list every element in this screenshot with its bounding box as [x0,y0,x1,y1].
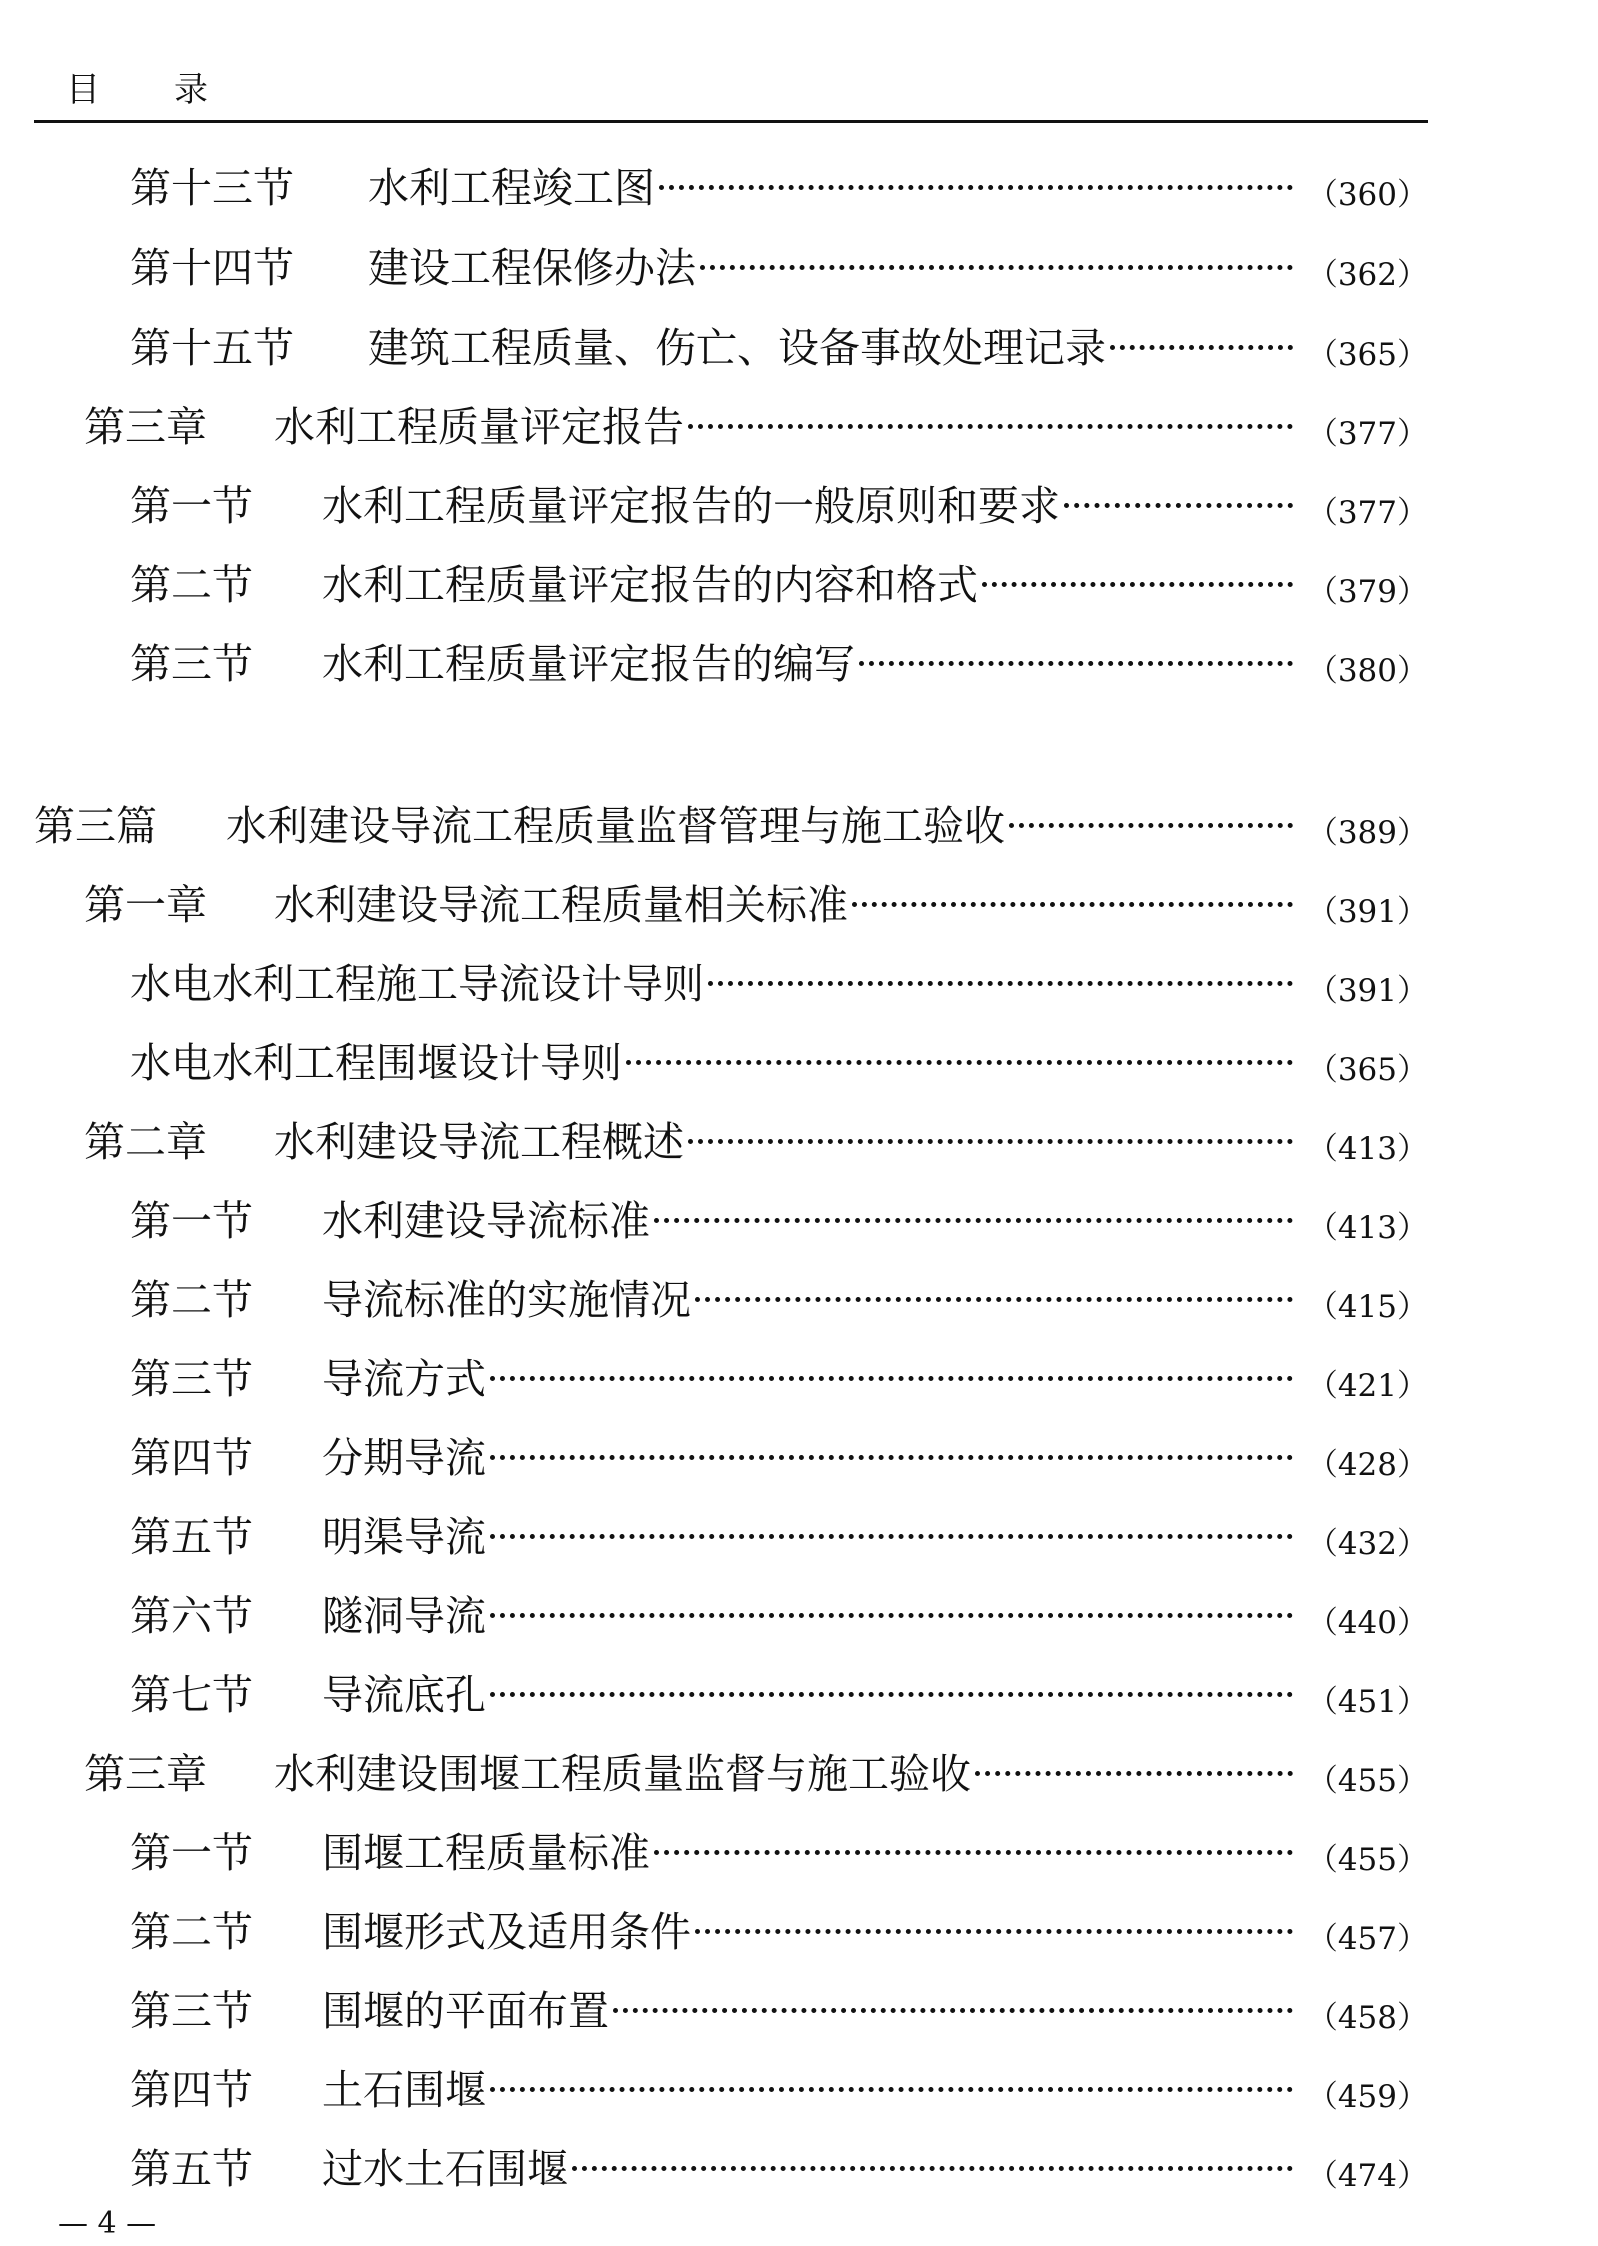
entry-page: （379） [1306,573,1428,610]
entry-number: 第二节 [130,1275,253,1324]
dot-leader [688,424,1293,429]
toc-entry[interactable] [0,1977,1428,2037]
header-title-part2: 录 [174,70,208,110]
entry-title: 明渠导流 [322,1512,486,1561]
entry-number: 第四节 [130,1433,253,1482]
entry-page: （457） [1306,1920,1428,1957]
toc-entry[interactable] [0,2135,1428,2195]
entry-page: （360） [1306,176,1428,213]
entry-page: （380） [1306,652,1428,689]
entry-title: 建筑工程质量、伤亡、设备事故处理记录 [368,323,1106,372]
entry-number: 第一节 [130,1196,253,1245]
entry-number: 第二节 [130,560,253,609]
dot-leader [708,981,1293,986]
entry-title: 水利建设围堰工程质量监督与施工验收 [274,1749,971,1798]
entry-page: （365） [1306,1051,1428,1088]
toc-entry[interactable] [0,871,1428,931]
dot-leader [852,902,1293,907]
entry-title: 土石围堰 [322,2065,486,2114]
entry-page: （413） [1306,1209,1428,1246]
entry-title: 水利工程竣工图 [368,163,655,212]
dot-leader [490,2087,1293,2092]
dot-leader [572,2166,1293,2171]
entry-number: 第七节 [130,1670,253,1719]
entry-page: （377） [1306,494,1428,531]
dot-leader [695,1297,1293,1302]
entry-page: （415） [1306,1288,1428,1325]
toc-entry[interactable] [0,551,1428,611]
toc-entry[interactable] [0,472,1428,532]
entry-title: 水利工程质量评定报告的一般原则和要求 [322,481,1060,530]
entry-page: （377） [1306,415,1428,452]
dot-leader [1110,345,1293,350]
entry-number: 第六节 [130,1591,253,1640]
entry-title: 围堰形式及适用条件 [322,1907,691,1956]
entry-number: 第三节 [130,1354,253,1403]
entry-title: 围堰工程质量标准 [322,1828,650,1877]
dot-leader [490,1376,1293,1381]
entry-title: 围堰的平面布置 [322,1986,609,2035]
dot-leader [490,1534,1293,1539]
dot-leader [626,1060,1293,1065]
entry-number: 第三篇 [34,801,157,850]
toc-entry[interactable] [0,630,1428,690]
toc-entry[interactable] [0,1582,1428,1642]
entry-title: 建设工程保修办法 [368,243,696,292]
entry-number: 第五节 [130,2144,253,2193]
entry-number: 第四节 [130,2065,253,2114]
toc-entry[interactable] [0,154,1428,214]
entry-page: （455） [1306,1762,1428,1799]
toc-entry[interactable] [0,950,1428,1010]
entry-number: 第一章 [84,880,207,929]
dot-leader [700,265,1293,270]
entry-number: 第三节 [130,1986,253,2035]
entry-title: 导流标准的实施情况 [322,1275,691,1324]
dot-leader [1009,823,1293,828]
entry-number: 第五节 [130,1512,253,1561]
toc-entry[interactable] [0,1029,1428,1089]
entry-title: 水电水利工程施工导流设计导则 [130,959,704,1008]
entry-title: 隧洞导流 [322,1591,486,1640]
toc-entry[interactable] [0,314,1428,374]
entry-title: 水电水利工程围堰设计导则 [130,1038,622,1087]
toc-entry[interactable] [0,1661,1428,1721]
entry-number: 第一节 [130,1828,253,1877]
toc-entry[interactable] [0,1345,1428,1405]
entry-page: （458） [1306,1999,1428,2036]
entry-page: （474） [1306,2157,1428,2194]
entry-title: 分期导流 [322,1433,486,1482]
dot-leader [695,1929,1293,1934]
entry-title: 水利建设导流工程概述 [274,1117,684,1166]
header-title-part1: 目 [66,70,100,110]
entry-number: 第一节 [130,481,253,530]
entry-page: （413） [1306,1130,1428,1167]
dot-leader [490,1613,1293,1618]
entry-number: 第二节 [130,1907,253,1956]
dot-leader [688,1139,1293,1144]
dot-leader [654,1850,1293,1855]
toc-entry[interactable] [0,792,1428,852]
dot-leader [654,1218,1293,1223]
page-number: — 4 — [58,2206,157,2241]
entry-page: （432） [1306,1525,1428,1562]
entry-title: 水利建设导流工程质量监督管理与施工验收 [226,801,1005,850]
entry-page: （455） [1306,1841,1428,1878]
dot-leader [490,1692,1293,1697]
toc-entry[interactable] [0,2056,1428,2116]
toc-entry[interactable] [0,393,1428,453]
entry-page: （451） [1306,1683,1428,1720]
entry-page: （421） [1306,1367,1428,1404]
entry-page: （440） [1306,1604,1428,1641]
entry-number: 第三章 [84,402,207,451]
entry-page: （365） [1306,336,1428,373]
entry-number: 第十三节 [130,163,294,212]
dot-leader [1064,503,1293,508]
entry-title: 导流方式 [322,1354,486,1403]
toc-entry[interactable] [0,1819,1428,1879]
dot-leader [982,582,1293,587]
entry-title: 水利工程质量评定报告的内容和格式 [322,560,978,609]
dot-leader [975,1771,1293,1776]
dot-leader [659,185,1293,190]
toc-entry[interactable] [0,1187,1428,1247]
entry-page: （459） [1306,2078,1428,2115]
entry-title: 水利工程质量评定报告的编写 [322,639,855,688]
entry-number: 第十四节 [130,243,294,292]
entry-page: （389） [1306,814,1428,851]
entry-number: 第三章 [84,1749,207,1798]
toc-entry[interactable] [0,1108,1428,1168]
entry-number: 第二章 [84,1117,207,1166]
entry-title: 过水土石围堰 [322,2144,568,2193]
entry-title: 水利建设导流标准 [322,1196,650,1245]
dot-leader [859,661,1293,666]
toc-entry[interactable] [0,1266,1428,1326]
toc-entry[interactable] [0,234,1428,294]
entry-title: 水利建设导流工程质量相关标准 [274,880,848,929]
toc-entry[interactable] [0,1503,1428,1563]
entry-number: 第十五节 [130,323,294,372]
toc-entry[interactable] [0,1740,1428,1800]
entry-page: （428） [1306,1446,1428,1483]
toc-entry[interactable] [0,1898,1428,1958]
dot-leader [613,2008,1293,2013]
dot-leader [490,1455,1293,1460]
entry-title: 水利工程质量评定报告 [274,402,684,451]
entry-page: （391） [1306,893,1428,930]
entry-number: 第三节 [130,639,253,688]
entry-page: （362） [1306,256,1428,293]
toc-entry[interactable] [0,1424,1428,1484]
entry-page: （391） [1306,972,1428,1009]
entry-title: 导流底孔 [322,1670,486,1719]
